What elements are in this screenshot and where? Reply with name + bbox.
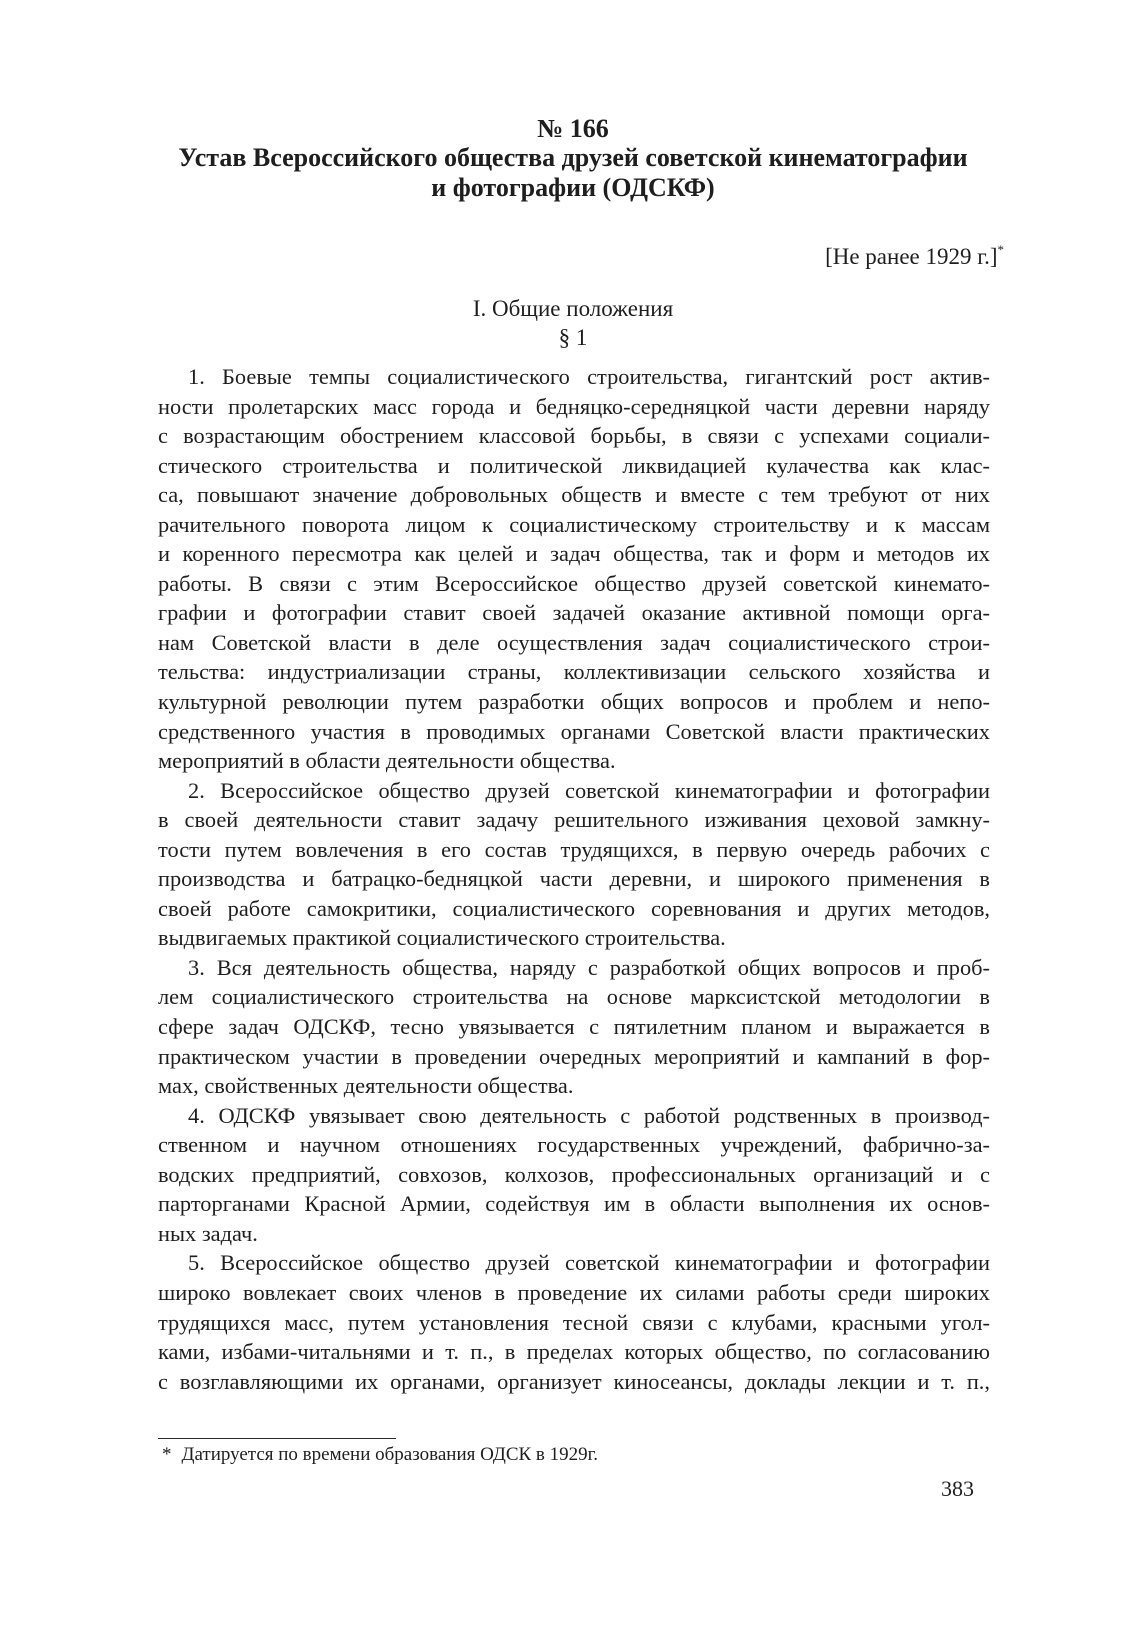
text-line: 5. Всероссийское общество друзей советской кинематографии и фотографии [188,1250,990,1276]
text-line: 1. Боевые темпы социалистического строительства, гигантский рост актив- [188,364,990,389]
text-line: нам Советской власти в деле осуществления задач социалистического строи- [158,629,990,655]
text-line: сфере задач ОДСКФ, тесно увязывается с пятилетним планом и выражается в [158,1014,990,1040]
document-date [825,235,1004,272]
text-line: рачительного поворота лицом к социалистическому строительству и к массам [158,511,990,537]
text-line: с возглавляющими их органами, организует киносеансы, доклады лекции и т. п., [158,1368,990,1394]
text-line: работы. В связи с этим Всероссийское общество друзей советской кинемато- [158,570,990,596]
footnote-text: Датируется по времени образования ОДСК в 1929г. [181,1444,599,1465]
text-line: парторганами Красной Армии, содействуя им в области выполнения их основ- [158,1191,990,1217]
footnote-mark: * [162,1444,172,1465]
text-line: водских предприятий, совхозов, колхозов, профессиональных организаций и с [158,1161,990,1187]
section-heading: I. Общие положения [472,296,674,321]
text-line: мероприятий в области деятельности общества. [158,748,616,774]
footnote-reference: * [997,242,1004,257]
text-line: ности пролетарских масс города и бедняцко-середняцкой части деревни наряду [158,393,990,419]
text-line: практическом участии в проведении очередных мероприятий и кампаний в фор- [158,1043,990,1069]
document-date-text: [Не ранее 1929 г.] [825,244,998,269]
page-number: 383 [941,1476,974,1501]
text-line: своей работе самокритики, социалистического соревнования и других методов, [158,895,990,921]
text-line: культурной революции путем разработки общих вопросов и проблем и непо- [158,689,990,715]
text-line: са, повышают значение добровольных обществ и вместе с тем требуют от них [158,482,990,508]
paragraph-mark: § 1 [558,325,588,350]
text-line: ных задач. [158,1220,258,1246]
text-line: средственного участия в проводимых органами Советской власти практических [158,718,990,744]
text-line: с возрастающим обострением классовой борьбы, в связи с успехами социали- [158,423,990,449]
footnote-divider [158,1438,396,1439]
document-title-line: Устав Всероссийского общества друзей советской кинематографии [178,143,968,172]
body-text [158,362,990,1396]
text-line: ственном и научном отношениях государственных учреждений, фабрично-за- [158,1132,990,1158]
text-line: 2. Всероссийское общество друзей советской кинематографии и фотографии [188,777,990,803]
document-number: № 166 [537,114,609,143]
text-line: в своей деятельности ставит задачу решительного изживания цеховой замкну- [158,807,990,833]
text-line: производства и батрацко-бедняцкой части деревни, и широкого применения в [158,866,990,892]
footnote [162,1441,598,1469]
text-line: тельства: индустриализации страны, коллективизации сельского хозяйства и [158,659,990,685]
text-line: ками, избами-читальнями и т. п., в пределах которых общество, по согласованию [158,1339,990,1365]
text-line: тости путем вовлечения в его состав трудящихся, в первую очередь рабочих с [158,836,990,862]
text-line: выдвигаемых практикой социалистического строительства. [158,925,726,951]
text-line: широко вовлекает своих членов в проведение их силами работы среди широких [158,1279,990,1305]
text-line: 3. Вся деятельность общества, наряду с разработкой общих вопросов и проб- [188,954,990,980]
text-line: трудящихся масс, путем установления тесной связи с клубами, красными угол- [158,1309,990,1335]
text-line: мах, свойственных деятельности общества. [158,1073,574,1099]
document-title [140,143,1006,203]
document-title-line: и фотографии (ОДСКФ) [431,173,715,202]
text-line: стического строительства и политической ликвидацией кулачества как клас- [158,452,990,478]
text-line: графии и фотографии ставит своей задачей оказание активной помощи орга- [158,600,990,626]
text-line: лем социалистического строительства на основе марксистской методологии в [158,984,990,1010]
text-line: и коренного пересмотра как целей и задач общества, так и форм и методов их [158,541,990,567]
text-line: 4. ОДСКФ увязывает свою деятельность с работой родственных в производ- [188,1102,990,1128]
